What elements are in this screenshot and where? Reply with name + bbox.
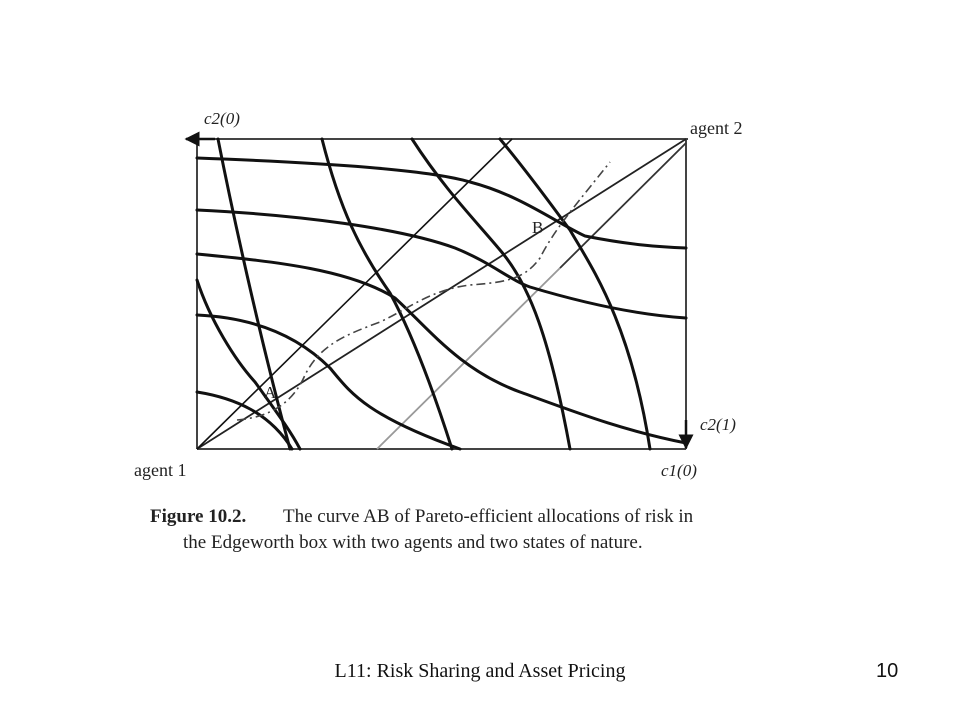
grey-diagonal-lower (377, 268, 560, 449)
caption-line-1: The curve AB of Pareto-efficient allocations of risk in (283, 506, 694, 527)
lower-diagonal (197, 139, 512, 449)
point-a-label: A (264, 383, 277, 402)
agent1-origin-label: agent 1 (134, 460, 187, 480)
agent1-curve-4 (197, 210, 686, 318)
agent2-curve-1 (218, 139, 290, 449)
point-b-label: B (532, 218, 544, 237)
contract-curve-ab (237, 162, 610, 420)
c2-0-axis-label: c2(0) (204, 109, 240, 128)
figure-number: Figure 10.2. (150, 506, 247, 527)
grey-diagonal-upper (560, 143, 686, 268)
c2-1-axis-label: c2(1) (700, 415, 736, 434)
slide-page-number: 10 (876, 660, 899, 682)
slide-footer-title: L11: Risk Sharing and Asset Pricing (334, 660, 626, 682)
agent2-curve-5 (197, 280, 300, 449)
agent1-curve-2 (197, 315, 460, 449)
caption-line-2: the Edgeworth box with two agents and two states of nature. (183, 532, 643, 553)
agent1-curve-5 (197, 158, 686, 248)
c1-0-axis-label: c1(0) (661, 461, 697, 480)
agent2-curve-4 (500, 139, 650, 449)
agent2-origin-label: agent 2 (690, 118, 743, 138)
